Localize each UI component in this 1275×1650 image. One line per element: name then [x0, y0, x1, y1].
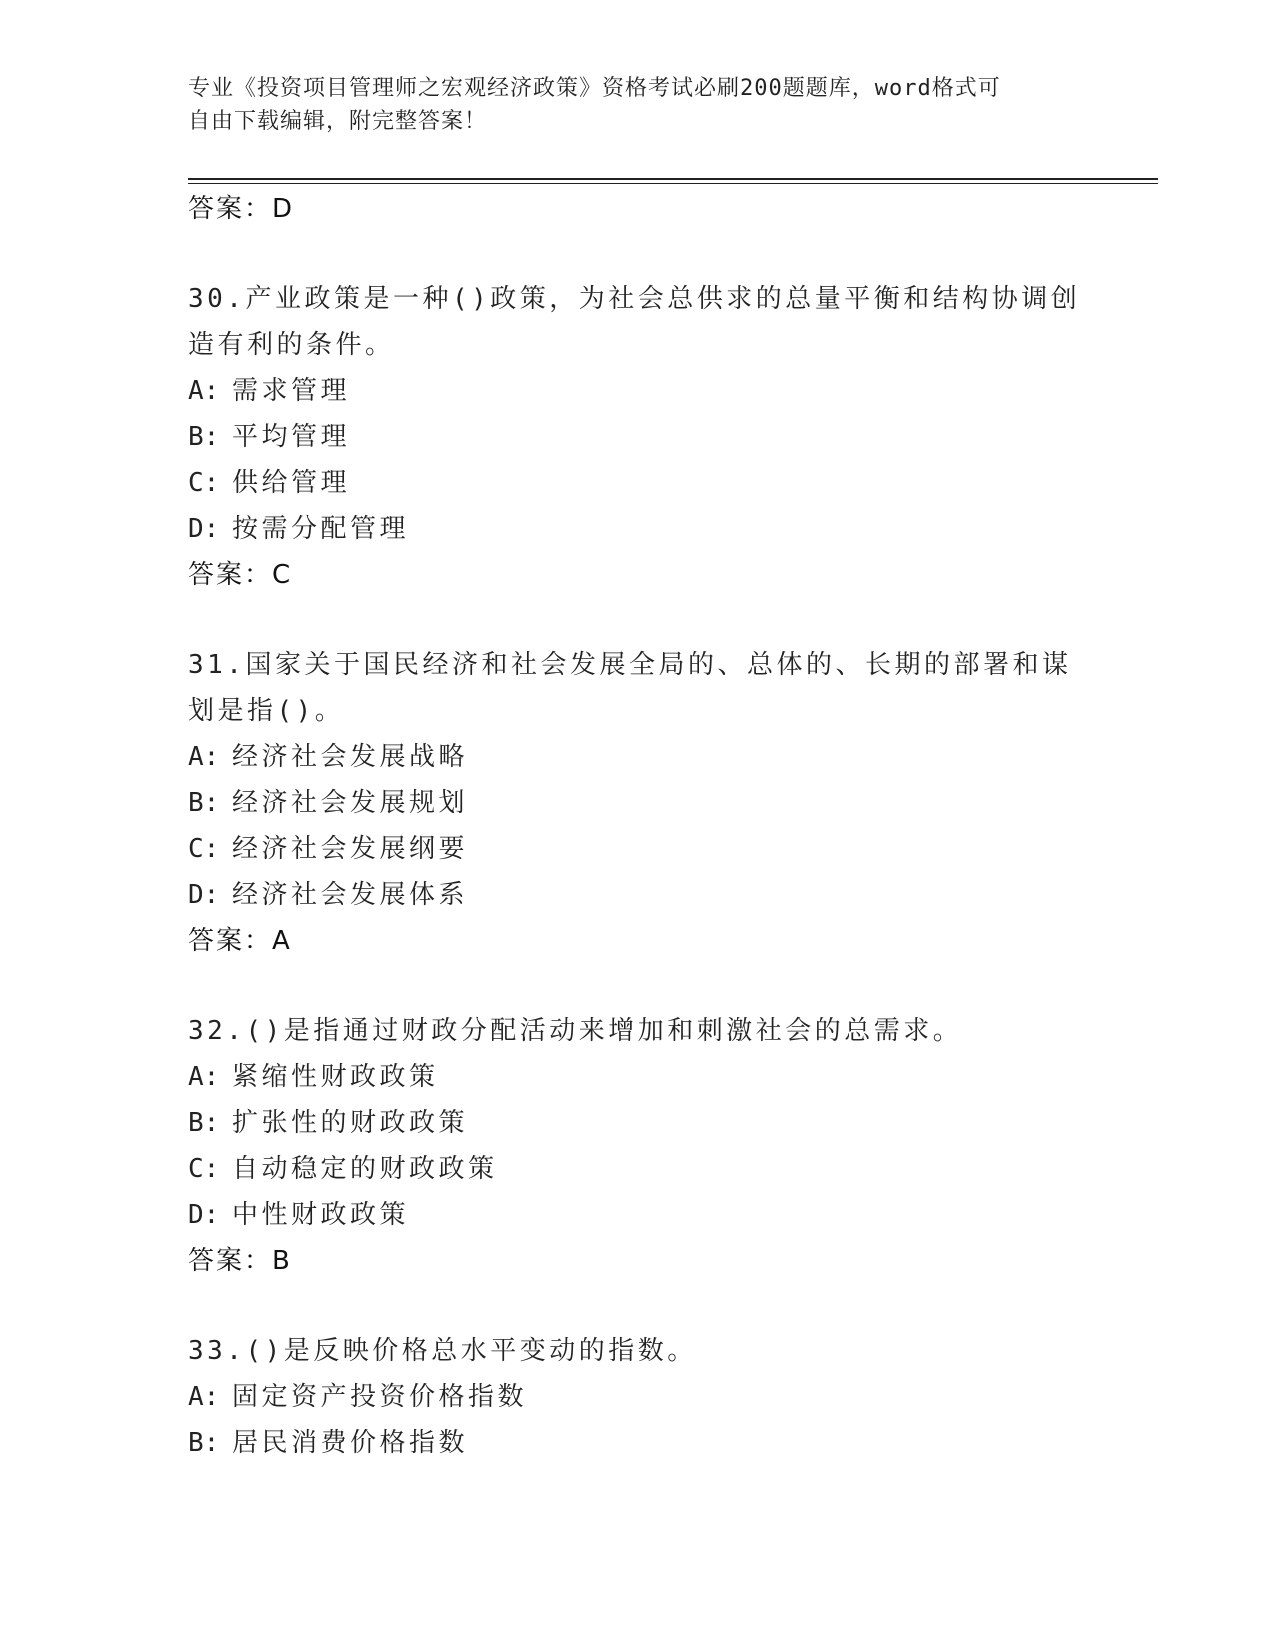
- option-letter: D:: [188, 514, 220, 544]
- option-text: 扩张性的财政政策: [232, 1108, 469, 1138]
- option-letter: C:: [188, 834, 220, 864]
- option-c: [188, 460, 1088, 506]
- document-header: [188, 72, 1088, 138]
- header-divider-thin: [188, 183, 1158, 184]
- option-text: 经济社会发展纲要: [232, 834, 469, 864]
- option-letter: B:: [188, 1108, 220, 1138]
- question-list: [188, 186, 1088, 1466]
- option-text: 供给管理: [232, 468, 351, 498]
- header-divider-thick: [188, 178, 1158, 180]
- header-line-1: 专业《投资项目管理师之宏观经济政策》资格考试必刷200题题库，word格式可: [188, 76, 1001, 101]
- question-30: [188, 276, 1088, 598]
- option-d: [188, 506, 1088, 552]
- option-b: [188, 1420, 1088, 1466]
- option-letter: C:: [188, 1154, 220, 1184]
- answer: 答案：A: [188, 926, 292, 956]
- option-text: 经济社会发展规划: [232, 788, 469, 818]
- option-letter: A:: [188, 1382, 220, 1412]
- option-letter: B:: [188, 788, 220, 818]
- option-letter: D:: [188, 880, 220, 910]
- option-text: 按需分配管理: [232, 514, 410, 544]
- option-letter: C:: [188, 468, 220, 498]
- question-text: 30.产业政策是一种()政策，为社会总供求的总量平衡和结构协调创造有利的条件。: [188, 284, 1081, 360]
- question-text: 32.()是指通过财政分配活动来增加和刺激社会的总需求。: [188, 1016, 963, 1046]
- answer: 答案：C: [188, 560, 293, 590]
- option-text: 需求管理: [232, 376, 351, 406]
- option-b: [188, 780, 1088, 826]
- option-b: [188, 1100, 1088, 1146]
- question-31: [188, 642, 1088, 964]
- option-text: 紧缩性财政政策: [232, 1062, 439, 1092]
- option-b: [188, 414, 1088, 460]
- option-text: 中性财政政策: [232, 1200, 410, 1230]
- question-33: [188, 1328, 1088, 1466]
- option-letter: B:: [188, 422, 220, 452]
- option-text: 居民消费价格指数: [232, 1428, 469, 1458]
- question-text: 31.国家关于国民经济和社会发展全局的、总体的、长期的部署和谋划是指()。: [188, 650, 1072, 726]
- option-a: [188, 734, 1088, 780]
- option-a: [188, 1374, 1088, 1420]
- option-d: [188, 1192, 1088, 1238]
- option-letter: D:: [188, 1200, 220, 1230]
- option-text: 平均管理: [232, 422, 351, 452]
- previous-answer: 答案：D: [188, 194, 295, 224]
- option-letter: A:: [188, 1062, 220, 1092]
- question-text: 33.()是反映价格总水平变动的指数。: [188, 1336, 697, 1366]
- answer: 答案：B: [188, 1246, 292, 1276]
- option-text: 固定资产投资价格指数: [232, 1382, 528, 1412]
- option-d: [188, 872, 1088, 918]
- option-c: [188, 826, 1088, 872]
- option-c: [188, 1146, 1088, 1192]
- option-text: 自动稳定的财政政策: [232, 1154, 498, 1184]
- option-letter: B:: [188, 1428, 220, 1458]
- option-text: 经济社会发展体系: [232, 880, 469, 910]
- option-text: 经济社会发展战略: [232, 742, 469, 772]
- option-a: [188, 1054, 1088, 1100]
- header-line-2: 自由下载编辑，附完整答案！: [188, 109, 488, 134]
- option-a: [188, 368, 1088, 414]
- question-32: [188, 1008, 1088, 1284]
- option-letter: A:: [188, 742, 220, 772]
- option-letter: A:: [188, 376, 220, 406]
